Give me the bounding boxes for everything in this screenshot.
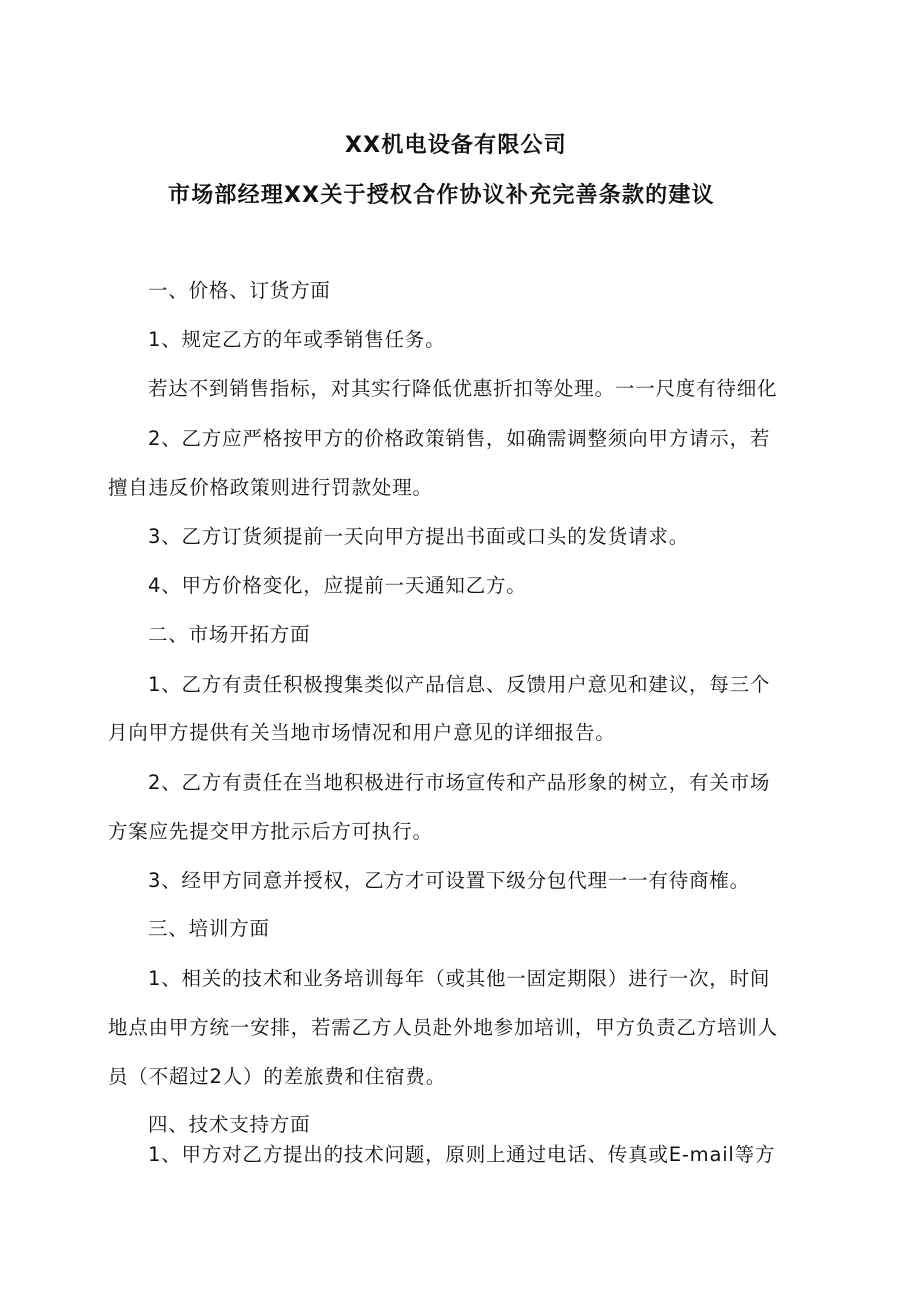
section-heading-price-order: 一、价格、订货方面 (148, 279, 331, 302)
paragraph: 2、乙方有责任在当地积极进行市场宣传和产品形象的树立，有关市场 (148, 771, 771, 794)
paragraph: 若达不到销售指标，对其实行降低优惠折扣等处理。一一尺度有待细化 (148, 377, 778, 400)
document-title: 市场部经理XX关于授权合作协议补充完善条款的建议 (168, 183, 715, 208)
section-heading-tech-support: 四、技术支持方面 (148, 1113, 311, 1136)
paragraph: 1、甲方对乙方提出的技术问题，原则上通过电话、传真或E-mail等方 (148, 1143, 776, 1166)
paragraph: 2、乙方应严格按甲方的价格政策销售，如确需调整须向甲方请示，若 (148, 427, 771, 450)
paragraph: 1、相关的技术和业务培训每年（或其他一固定期限）进行一次，时间 (148, 967, 771, 990)
paragraph-continuation: 月向甲方提供有关当地市场情况和用户意见的详细报告。 (108, 721, 616, 744)
section-heading-market: 二、市场开拓方面 (148, 623, 311, 646)
paragraph-continuation: 方案应先提交甲方批示后方可执行。 (108, 820, 433, 843)
paragraph: 1、规定乙方的年或季销售任务。 (148, 328, 446, 351)
paragraph: 3、乙方订货须提前一天向甲方提出书面或口头的发货请求。 (148, 525, 690, 548)
paragraph-continuation: 员（不超过2人）的差旅费和住宿费。 (108, 1065, 447, 1088)
paragraph: 1、乙方有责任积极搜集类似产品信息、反馈用户意见和建议，每三个 (148, 673, 771, 696)
paragraph-continuation: 擅自违反价格政策则进行罚款处理。 (108, 476, 433, 499)
paragraph: 3、经甲方同意并授权，乙方才可设置下级分包代理一一有待商榷。 (148, 869, 750, 892)
paragraph: 4、甲方价格变化，应提前一天通知乙方。 (148, 574, 527, 597)
paragraph-continuation: 地点由甲方统一安排，若需乙方人员赴外地参加培训，甲方负责乙方培训人 (108, 1016, 778, 1039)
section-heading-training: 三、培训方面 (148, 917, 270, 940)
company-title: XX机电设备有限公司 (345, 133, 567, 158)
